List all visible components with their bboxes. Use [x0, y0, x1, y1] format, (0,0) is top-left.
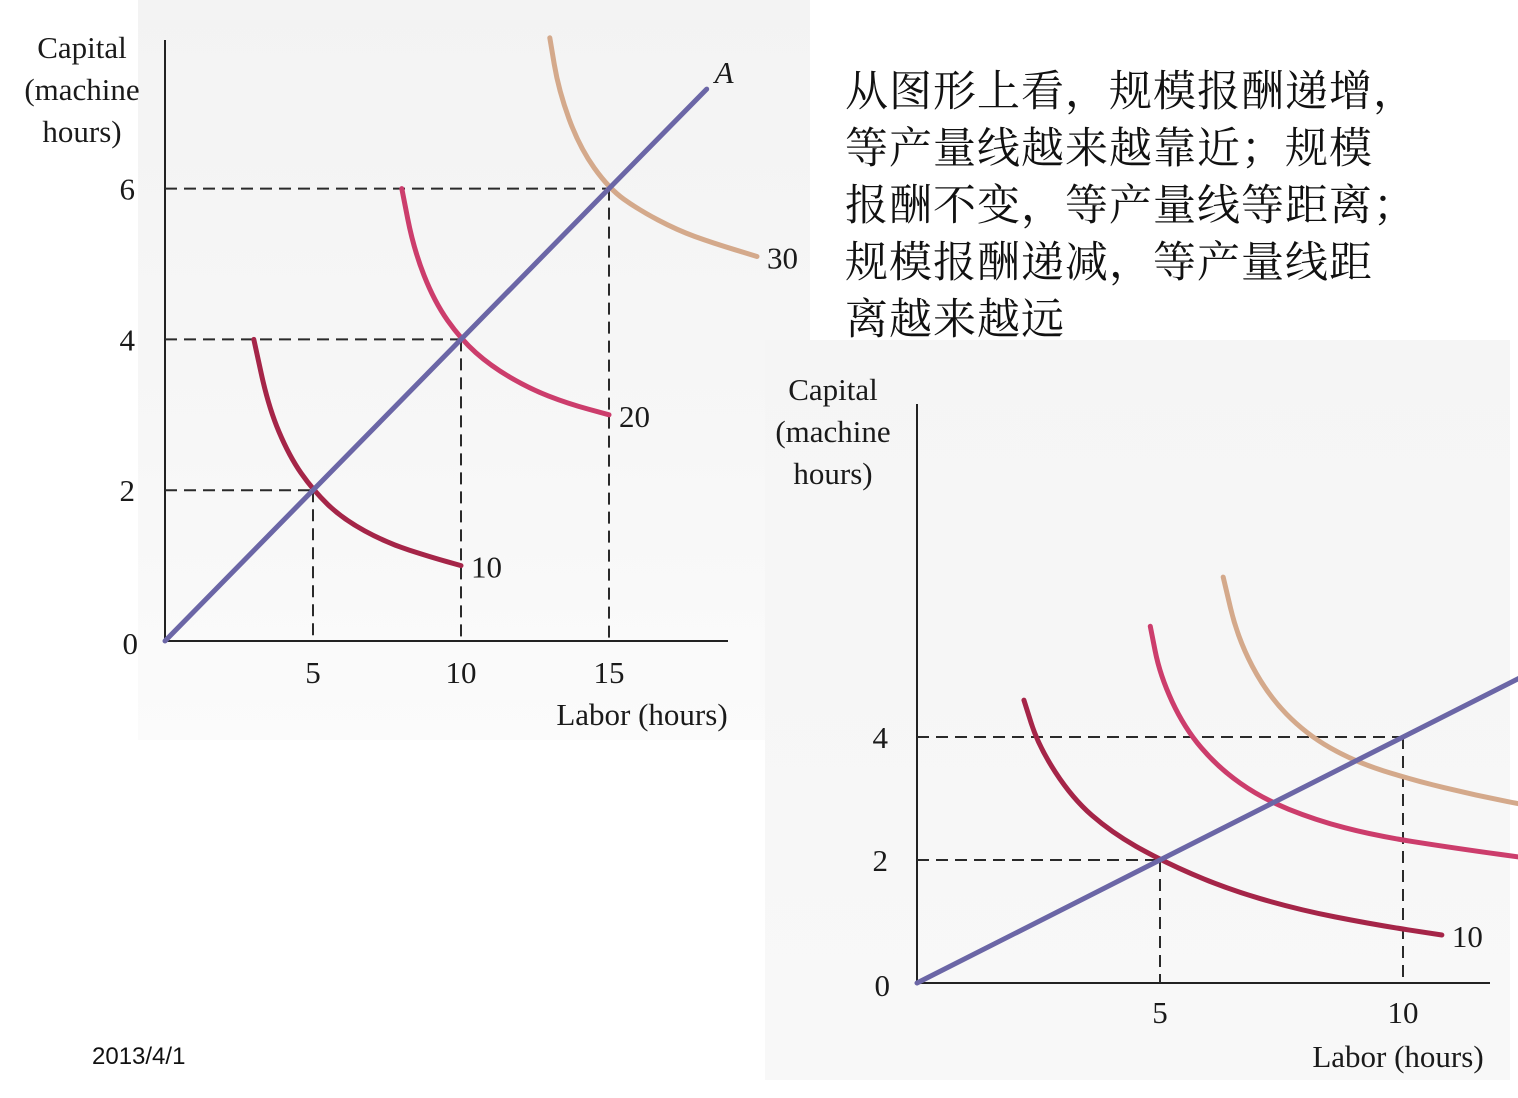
x-tick-label: 5 [305, 655, 321, 690]
y-axis-label-line: Capital [788, 372, 878, 407]
origin-label: 0 [122, 626, 138, 661]
x-tick-label: 15 [593, 655, 625, 690]
caption-line: 离越来越远 [845, 295, 1065, 345]
caption-line: 规模报酬递减，等产量线距 [845, 238, 1373, 288]
expansion-ray-A [917, 476, 1518, 983]
ray-label: A [714, 55, 734, 91]
y-tick-label: 4 [872, 720, 888, 755]
isoquant-label-30: 30 [767, 240, 798, 276]
slide-date: 2013/4/1 [92, 1043, 186, 1070]
y-axis-label-line: Capital [37, 30, 127, 65]
isoquant-label-10: 10 [471, 549, 502, 585]
y-axis-label-line: (machine [775, 414, 891, 449]
y-axis-label-line: hours) [42, 114, 122, 149]
x-tick-label: 10 [445, 655, 477, 690]
returns-to-scale-caption [845, 64, 1445, 349]
y-axis-label-line: (machine [24, 72, 140, 107]
isoquant-label-10: 10 [1451, 919, 1483, 955]
caption-line: 从图形上看，规模报酬递增， [845, 67, 1417, 117]
x-tick-label: 5 [1152, 995, 1168, 1030]
y-tick-label: 4 [119, 322, 135, 358]
y-tick-label: 2 [119, 473, 135, 509]
isoquant-label-20: 20 [619, 398, 650, 434]
caption-line: 等产量线越来越靠近；规模 [845, 124, 1373, 174]
y-tick-label: 6 [119, 171, 135, 207]
origin-label: 0 [874, 968, 890, 1003]
y-tick-label: 2 [872, 843, 888, 878]
isoquant-20 [1150, 626, 1518, 862]
x-tick-label: 10 [1387, 995, 1419, 1030]
y-axis-label-line: hours) [793, 456, 873, 491]
x-axis-label: Labor (hours) [1312, 1039, 1484, 1074]
x-axis-label: Labor (hours) [556, 697, 728, 732]
caption-line: 报酬不变，等产量线等距离； [845, 181, 1417, 231]
